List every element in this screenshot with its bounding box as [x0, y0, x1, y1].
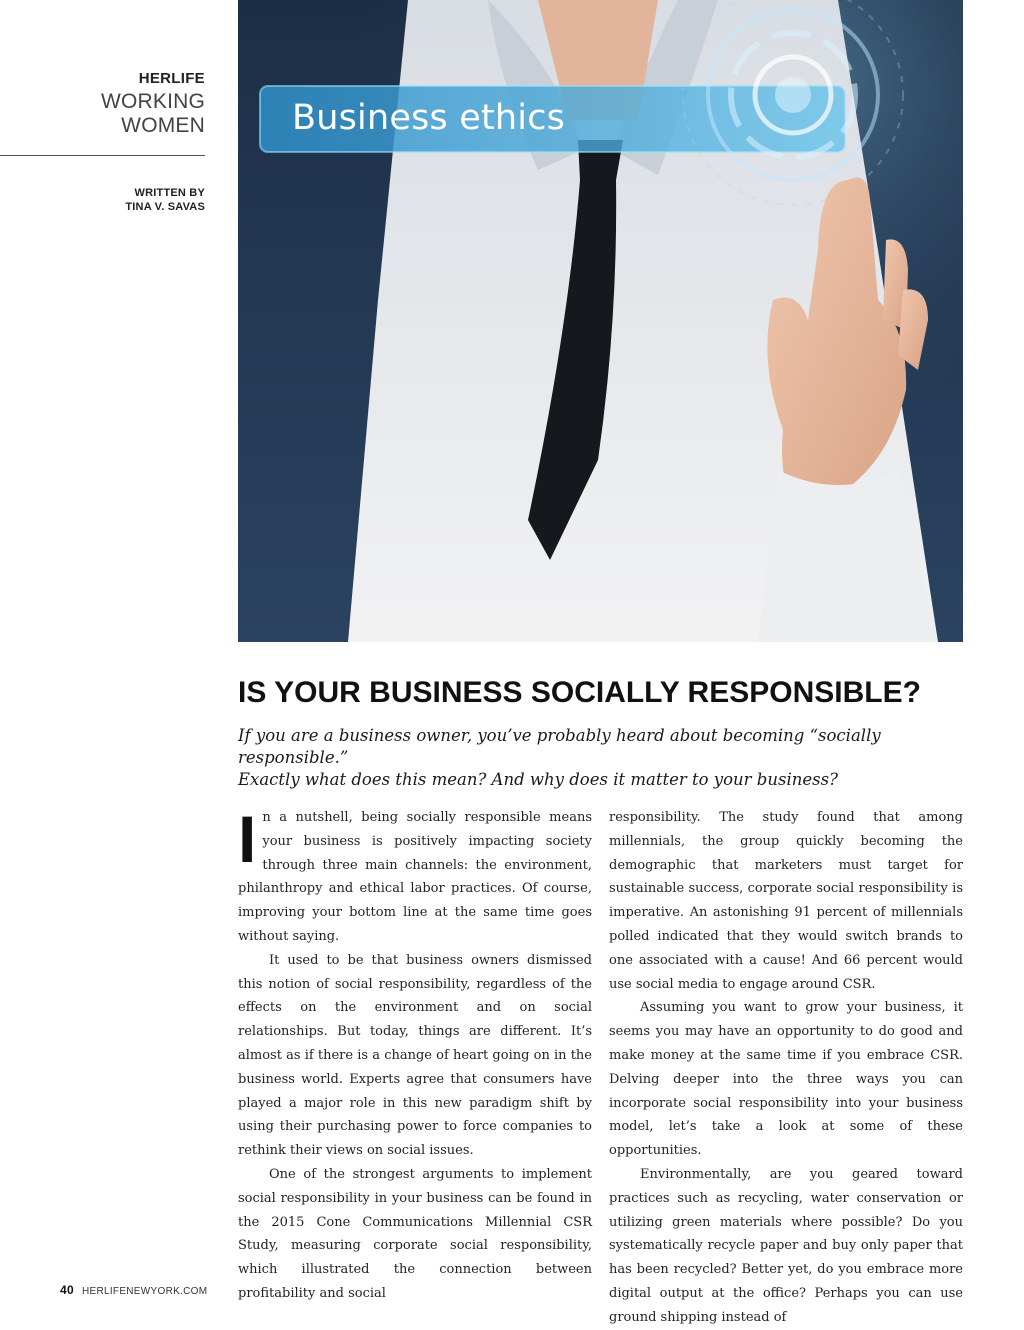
dek-line-2: Exactly what does this mean? And why does it matter to your business?: [238, 770, 838, 789]
paragraph-text: n a nutshell, being socially responsible means your business is positively impacting society through three main channels: the environment, philanthropy and ethical labor practices. Of course, improving your bottom line at the same time goes without saying.: [238, 810, 592, 944]
hero-photo: [238, 0, 963, 642]
section-title-line1: WORKING: [100, 90, 205, 113]
article-column-right: [609, 806, 963, 1330]
byline-author: TINA V. SAVAS: [125, 201, 205, 213]
byline-label: WRITTEN BY: [134, 187, 205, 199]
section-title: [0, 90, 205, 138]
article-dek: [238, 725, 978, 791]
hero-overlay-text: Business ethics: [292, 98, 566, 138]
article-paragraph: Assuming you want to grow your business, it seems you may have an opportunity to do good and make money at the same time if you embrace CSR. Delving deeper into the three ways you can incorporate social responsibility into your business model, let’s take a look at some of these opportunities.: [609, 1000, 963, 1159]
dek-line-1: If you are a business owner, you’ve probably heard about becoming “socially responsible.”: [238, 726, 881, 767]
brand-name: HERLIFE: [138, 70, 205, 87]
hero-illustration: [238, 0, 963, 642]
article-column-left: [238, 802, 592, 1306]
page-number: 40: [60, 1283, 74, 1297]
article-paragraph: [238, 802, 592, 949]
drop-cap: I: [238, 802, 257, 876]
section-title-line2: WOMEN: [121, 114, 205, 137]
sidebar-divider: [0, 155, 205, 156]
article-paragraph: responsibility. The study found that among millennials, the group quickly becoming the demographic that marketers must target for sustainable success, corporate social responsibility is imperative. An astonishing 91 percent of millennials polled indicated that they would switch brands to one associated with a cause! And 66 percent would use social media to engage around CSR.: [609, 810, 963, 992]
article-paragraph: Environmentally, are you geared toward practices such as recycling, water conservation or utilizing green materials where possible? Do you systematically recycle paper and buy only paper that has been recycled? Better yet, do you embrace more digital output at the office? Perhaps you can use ground shipping instead of: [609, 1166, 963, 1325]
byline: [0, 186, 205, 214]
page-footer: [60, 1283, 207, 1297]
footer-site: HERLIFENEWYORK.COM: [81, 1286, 208, 1297]
article-paragraph: It used to be that business owners dismissed this notion of social responsibility, regardless of the effects on the environment and on social relationships. But today, things are different. It’s almost as if there is a change of heart going on in the business world. Experts agree that consumers have played a major role in this new paradigm shift by using their purchasing power to force companies to rethink their views on social issues.: [238, 952, 592, 1159]
article-headline: IS YOUR BUSINESS SOCIALLY RESPONSIBLE?: [238, 676, 921, 709]
article-paragraph: One of the strongest arguments to implement social responsibility in your business can be found in the 2015 Cone Communications Millennial CSR Study, measuring corporate social responsibility, which illustrated the connection between profitability and social: [238, 1166, 592, 1301]
